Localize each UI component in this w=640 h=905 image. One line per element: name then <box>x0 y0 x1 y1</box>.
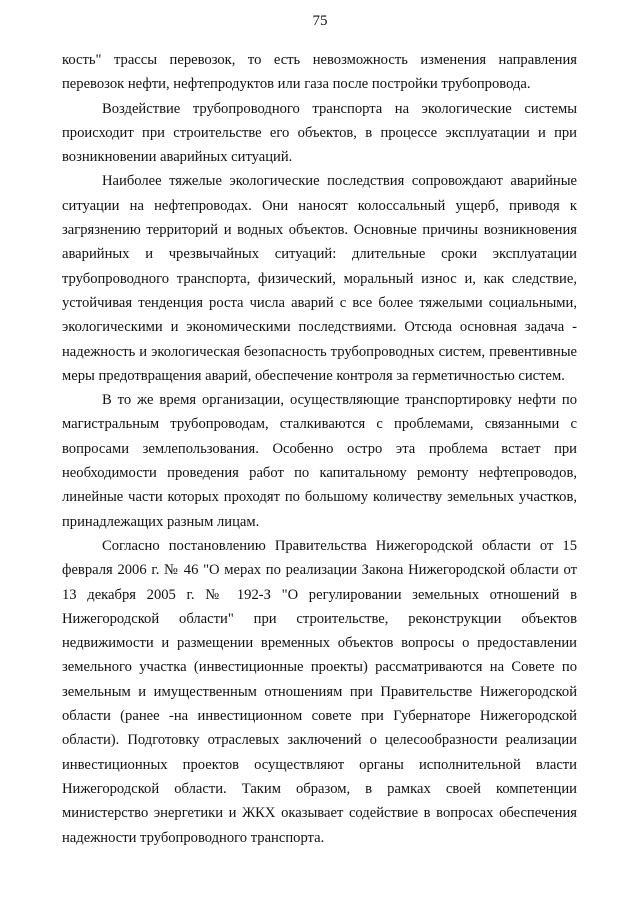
paragraph-continuation: кость" трассы перевозок, то есть невозможность изменения направления перевозок нефти, нефтепродуктов или газа после постройки трубопровода. <box>62 52 577 93</box>
document-body <box>62 48 577 850</box>
page-number: 75 <box>312 13 328 29</box>
paragraph-accident-consequences: Наиболее тяжелые экологические последствия сопровождают аварийные ситуации на нефтепроводах. Они наносят колоссальный ущерб, приводя к загрязнению территорий и водных объектов. Основные причины возникновения аварийных и чрезвычайных ситуаций: длительные сроки эксплуатации трубопроводного транспорта, физический, моральный износ и, как следствие, устойчивая тенденция роста числа аварий с все более тяжелыми социальными, экологическими и экономическими последствиями. Отсюда основная задача - надежность и экологическая безопасность трубопроводных систем, превентивные меры предотвращения аварий, обеспечение контроля за герметичностью систем. <box>62 173 577 384</box>
paragraph-pipeline-impact: Воздействие трубопроводного транспорта на экологические системы происходит при строительстве его объектов, в процессе эксплуатации и при возникновении аварийных ситуаций. <box>62 100 577 166</box>
paragraph-government-resolution: Согласно постановлению Правительства Нижегородской области от 15 февраля 2006 г. № 46 "О мерах по реализации Закона Нижегородской области от 13 декабря 2005 г. № 192-З "О регулировании земельных отношений в Нижегородской области" при строительстве, реконструкции объектов недвижимости и размещении временных объектов вопросы о предоставлении земельного участка (инвестиционные проекты) рассматриваются на Совете по земельным и имущественным отношениям при Правительстве Нижегородской области (ранее -на инвестиционном совете при Губернаторе Нижегородской области). Подготовку отраслевых заключений о целесообразности реализации инвестиционных проектов осуществляют органы исполнительной власти Нижегородской области. Таким образом, в рамках своей компетенции министерство энергетики и ЖКХ оказывает содействие в вопросах обеспечения надежности трубопроводного транспорта. <box>62 537 577 846</box>
paragraph-land-use-problems: В то же время организации, осуществляющие транспортировку нефти по магистральным трубопроводам, сталкиваются с проблемами, связанными с вопросами землепользования. Особенно остро эта проблема встает при необходимости проведения работ по капитальному ремонту нефтепроводов, линейные части которых проходят по большому количеству земельных участков, принадлежащих разным лицам. <box>62 392 577 530</box>
